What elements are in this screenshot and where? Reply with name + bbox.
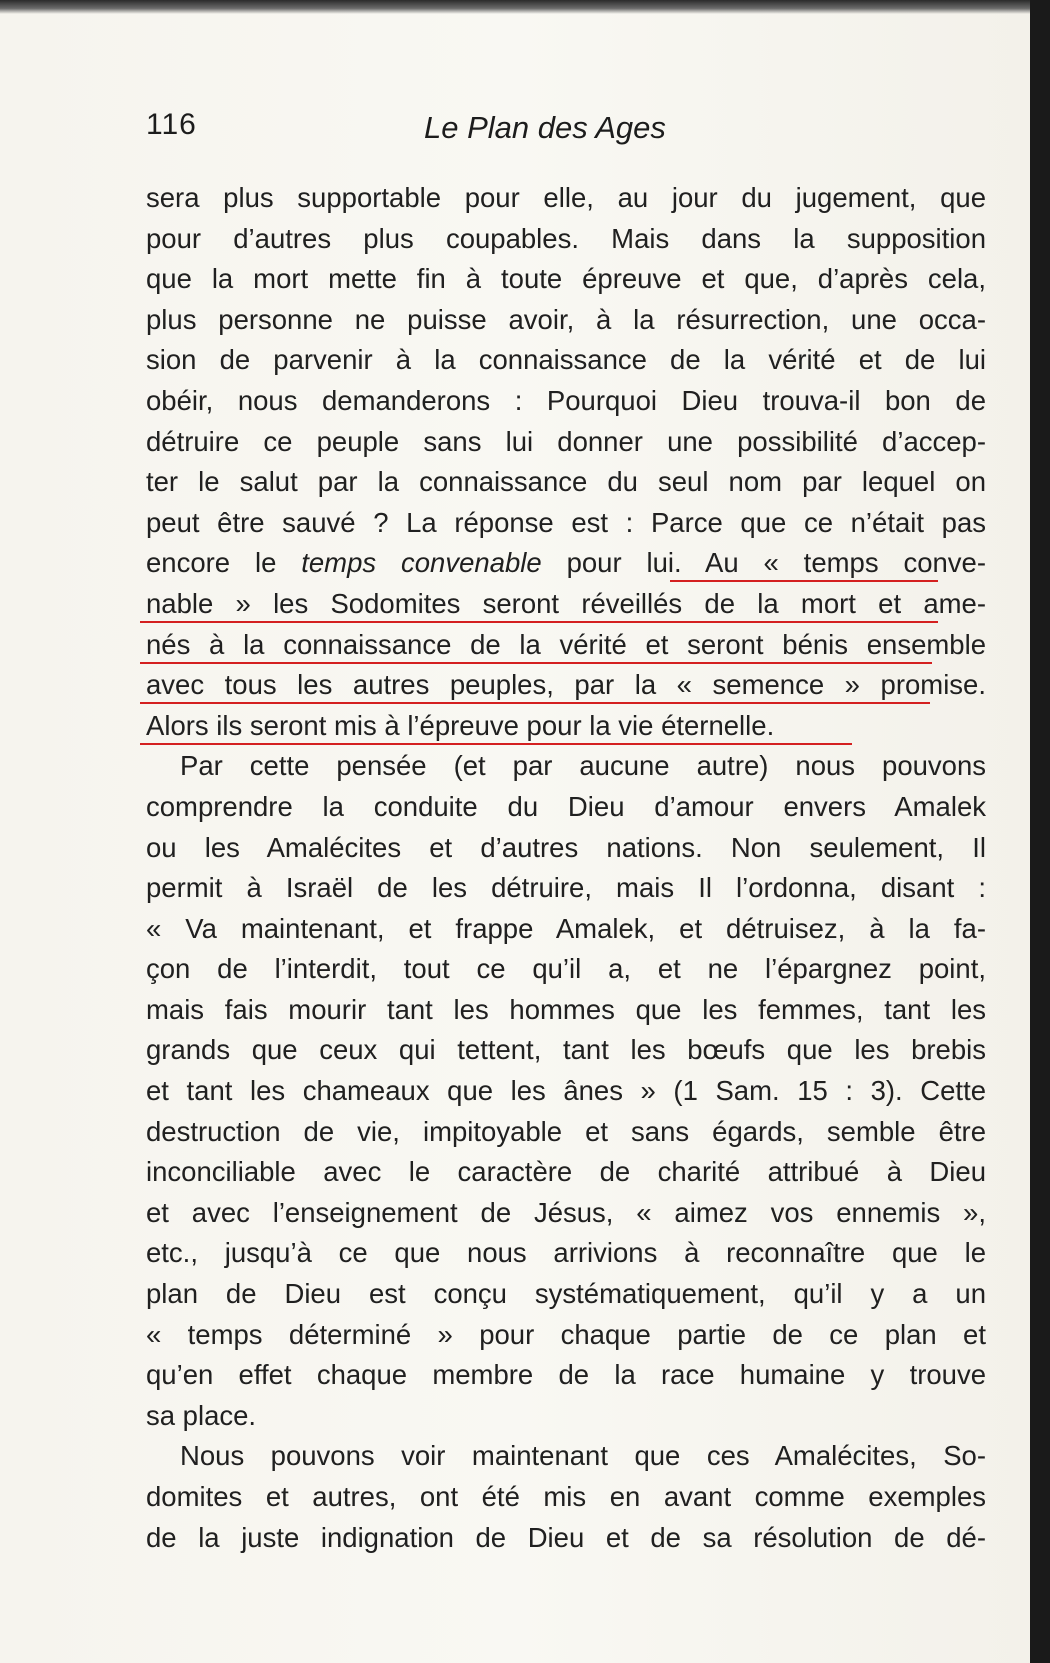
- text-line: etc., jusqu’à ce que nous arrivions à reconnaître que le: [146, 1237, 986, 1269]
- text-line: de la juste indignation de Dieu et de sa résolution de dé-: [146, 1521, 986, 1553]
- text-line: mais fais mourir tant les hommes que les femmes, tant les: [146, 993, 986, 1025]
- line-text: nable » les Sodomites seront réveillés de la mort et ame-: [146, 587, 986, 619]
- text-line: plan de Dieu est conçu systématiquement, qu’il y a un: [146, 1278, 986, 1310]
- text-line: détruire ce peuple sans lui donner une possibilité d’accep-: [146, 425, 986, 457]
- text-line: inconciliable avec le caractère de charité attribué à Dieu: [146, 1156, 986, 1188]
- text-line: [146, 584, 986, 625]
- text-line: permit à Israël de les détruire, mais Il l’ordonna, disant :: [146, 872, 986, 904]
- text-line: Nous pouvons voir maintenant que ces Amalécites, So-: [180, 1440, 986, 1472]
- red-underline: [140, 621, 938, 623]
- text-line: comprendre la conduite du Dieu d’amour envers Amalek: [146, 790, 986, 822]
- text-line: çon de l’interdit, tout ce qu’il a, et ne l’épargnez point,: [146, 953, 986, 985]
- text-line: sion de parvenir à la connaissance de la vérité et de lui: [146, 344, 986, 376]
- scan-top-edge: [0, 0, 1030, 14]
- text-line: que la mort mette fin à toute épreuve et que, d’après cela,: [146, 263, 986, 295]
- red-underline: [140, 662, 932, 664]
- text-line: grands que ceux qui tettent, tant les bœufs que les brebis: [146, 1034, 986, 1066]
- text-line: domites et autres, ont été mis en avant comme exemples: [146, 1481, 986, 1512]
- text-line: [146, 625, 986, 666]
- text-line: et avec l’enseignement de Jésus, « aimez vos ennemis »,: [146, 1196, 986, 1228]
- red-underline: [670, 580, 938, 582]
- line-text: nés à la connaissance de la vérité et seront bénis ensemble: [146, 628, 986, 660]
- italic-phrase: temps convenable: [301, 547, 542, 579]
- body-text: [146, 178, 986, 1558]
- line-text: Alors ils seront mis à l’épreuve pour la vie éternelle.: [146, 709, 775, 741]
- text-line: sera plus supportable pour elle, au jour du jugement, que: [146, 182, 986, 213]
- text-line: obéir, nous demanderons : Pourquoi Dieu trouva-il bon de: [146, 384, 986, 416]
- text-line: qu’en effet chaque membre de la race humaine y trouve: [146, 1359, 986, 1391]
- text-line: sa place.: [146, 1399, 257, 1431]
- text-line: Par cette pensée (et par aucune autre) nous pouvons: [180, 750, 986, 782]
- red-underline: [140, 743, 852, 745]
- text-line-emphasis: [146, 543, 986, 584]
- line-text: avec tous les autres peuples, par la « semence » promise.: [146, 669, 986, 701]
- emphasis-before: encore le: [146, 547, 302, 579]
- emphasis-after: pour lui. Au « temps conve-: [541, 547, 986, 579]
- text-line: destruction de vie, impitoyable et sans égards, semble être: [146, 1115, 986, 1147]
- page-header: [146, 108, 946, 158]
- text-line: peut être sauvé ? La réponse est : Parce que ce n’était pas: [146, 506, 986, 538]
- text-line: ou les Amalécites et d’autres nations. Non seulement, Il: [146, 831, 986, 863]
- text-line: [146, 665, 986, 706]
- text-line: pour d’autres plus coupables. Mais dans la supposition: [146, 222, 986, 254]
- text-line: « temps déterminé » pour chaque partie de ce plan et: [146, 1318, 986, 1350]
- text-line: [146, 706, 986, 747]
- text-line: ter le salut par la connaissance du seul nom par lequel on: [146, 466, 986, 498]
- page-number: 116: [146, 108, 197, 141]
- text-line: plus personne ne puisse avoir, à la résurrection, une occa-: [146, 303, 986, 335]
- text-line: « Va maintenant, et frappe Amalek, et détruisez, à la fa-: [146, 912, 986, 944]
- text-line: et tant les chameaux que les ânes » (1 Sam. 15 : 3). Cette: [146, 1075, 986, 1107]
- running-title: Le Plan des Ages: [424, 110, 666, 145]
- red-underline: [140, 702, 930, 704]
